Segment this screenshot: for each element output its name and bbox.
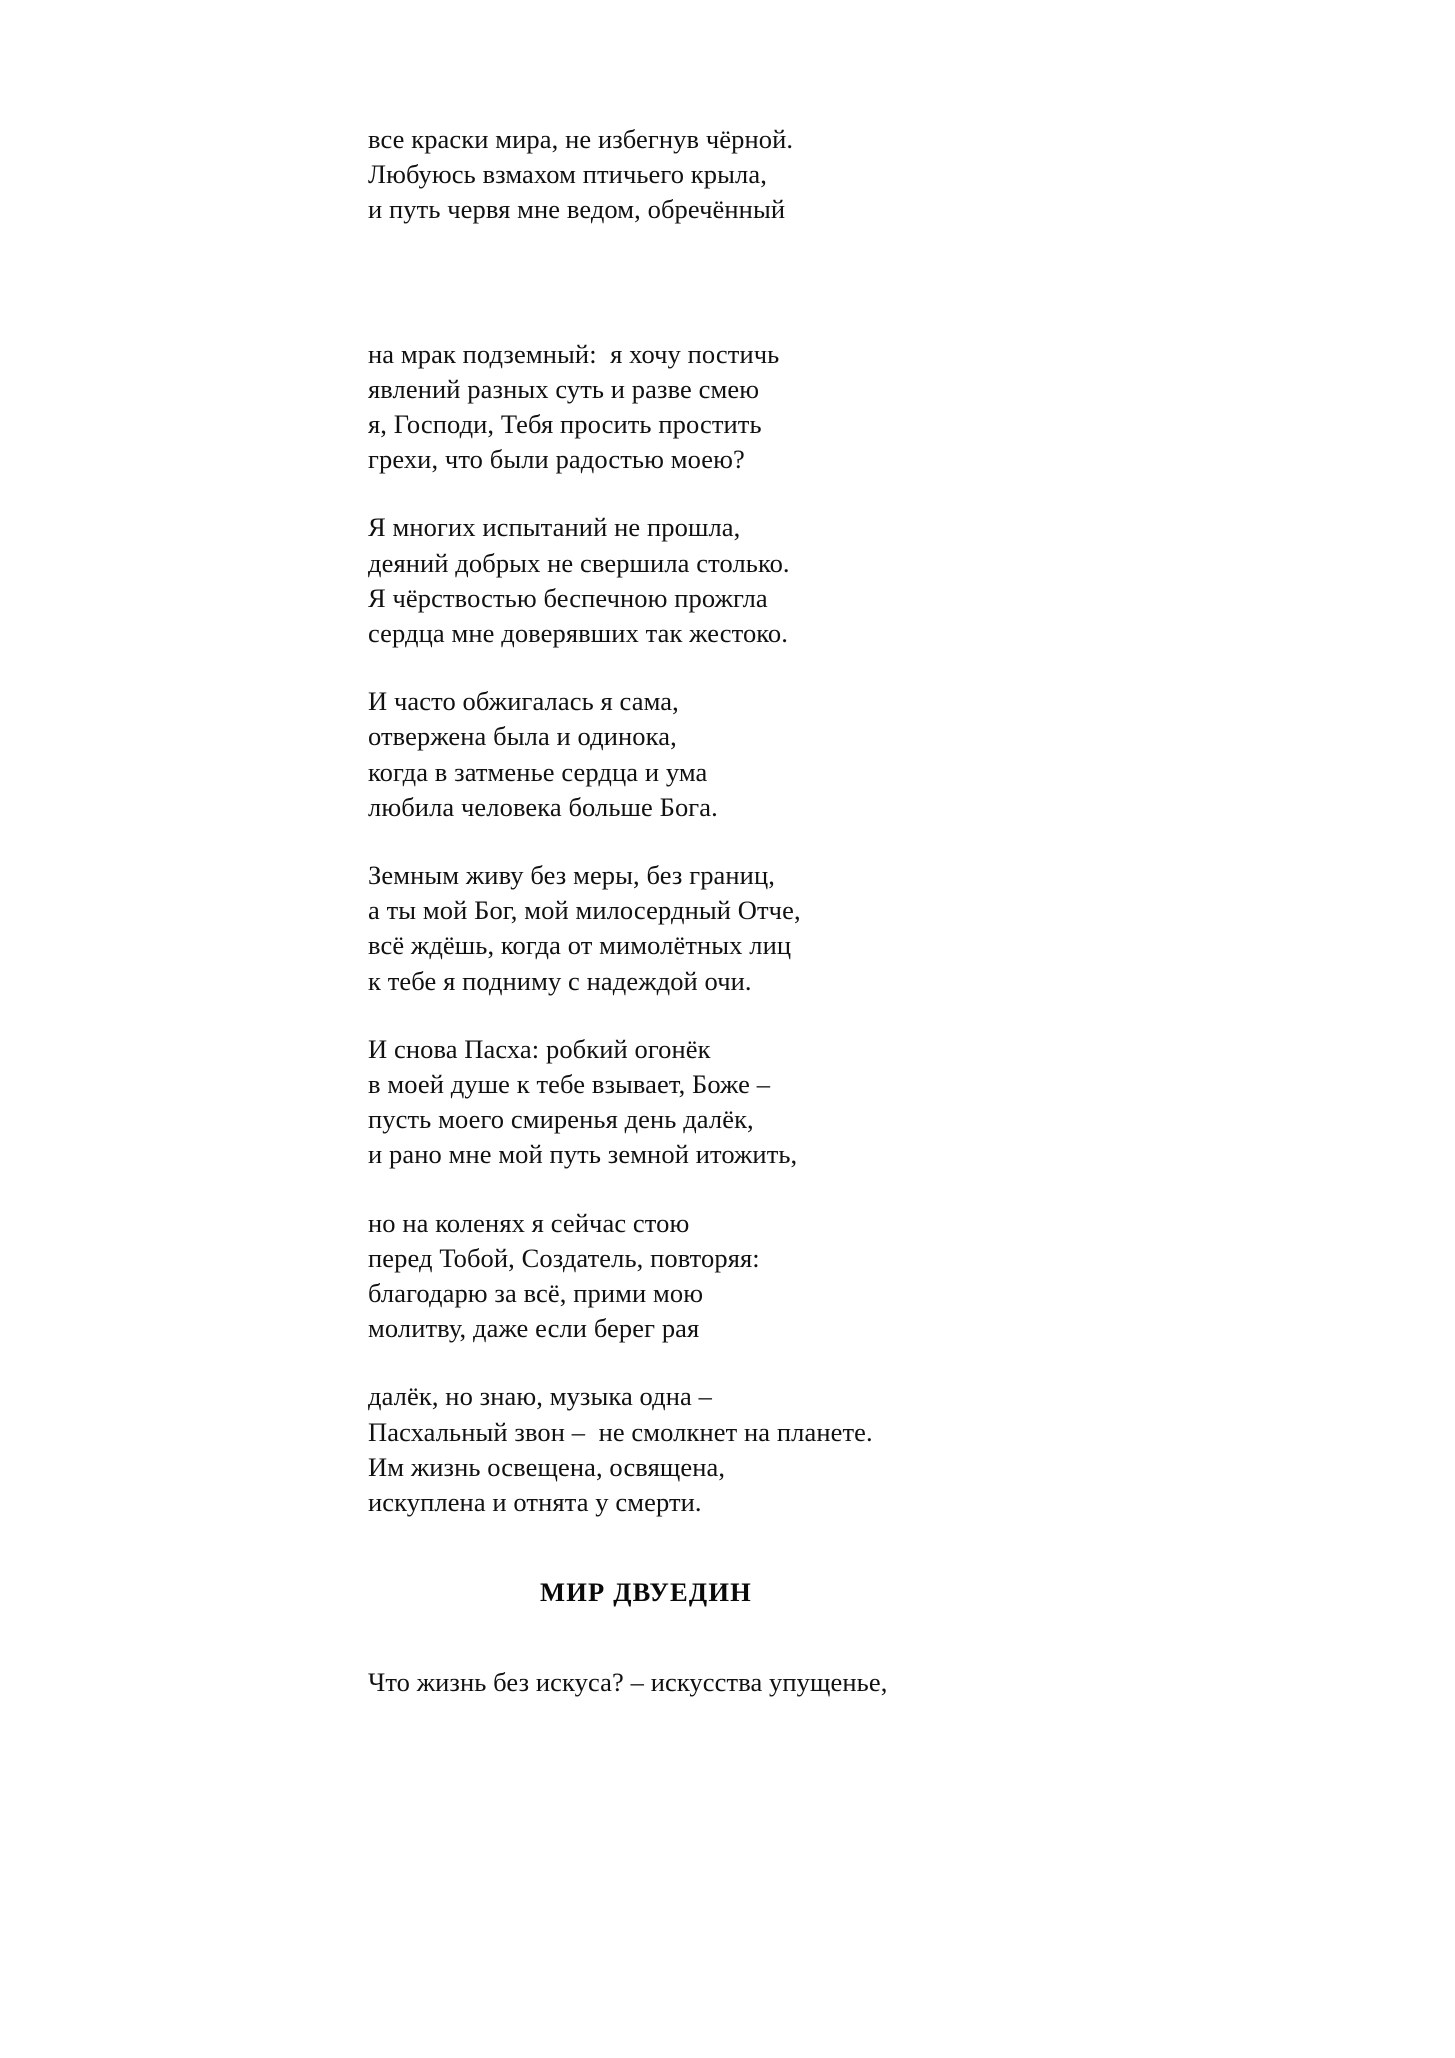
poem-line: всё ждёшь, когда от мимолётных лиц [368,930,792,961]
stanza-next-poem-opening [368,1665,1128,1700]
poem-body [368,122,1128,1700]
poem-line: и путь червя мне ведом, обречённый [368,194,786,225]
poem-line: но на коленях я сейчас стою [368,1207,690,1238]
stanza-5 [368,858,1128,999]
poem-line: любила человека больше Бога. [368,791,718,822]
poem-line: Пасхальный звон – не смолкнет на планете. [368,1416,873,1447]
poem-line: деяний добрых не свершила столько. [368,547,790,578]
stanza-continuation [368,122,1128,228]
stanza-3 [368,510,1128,651]
poem-line: Любуюсь взмахом птичьего крыла, [368,159,767,190]
poem-line: искуплена и отнята у смерти. [368,1487,702,1518]
poem-line: пусть моего смиренья день далёк, [368,1104,754,1135]
poem-line: И часто обжигалась я сама, [368,686,679,717]
poem-line: а ты мой Бог, мой милосердный Отче, [368,895,801,926]
poem-line: когда в затменье сердца и ума [368,756,708,787]
stanza-gap [368,1346,1128,1379]
poem-line: Земным живу без меры, без границ, [368,860,775,891]
stanza-7 [368,1206,1128,1347]
poem-line: на мрак подземный: я хочу постичь [368,338,780,369]
stanza-2 [368,337,1128,478]
stanza-gap [368,825,1128,858]
poem-line: сердца мне доверявших так жестоко. [368,618,788,649]
stanza-gap [368,999,1128,1032]
title-gap-after [368,1611,1128,1665]
poem-line: Им жизнь освещена, освящена, [368,1451,726,1482]
stanza-gap [368,477,1128,510]
stanza-gap [368,1173,1128,1206]
stanza-gap [368,651,1128,684]
poem-line: перед Тобой, Создатель, повторяя: [368,1242,760,1273]
poem-line: отвержена была и одинока, [368,721,677,752]
poem-line: явлений разных суть и разве смею [368,373,760,404]
stanza-4 [368,684,1128,825]
poem-line: Я многих испытаний не прошла, [368,512,741,543]
poem-line: в моей душе к тебе взывает, Боже – [368,1069,771,1100]
stanza-8 [368,1379,1128,1520]
poem-line: все краски мира, не избегнув чёрной. [368,124,794,154]
poem-line: молитву, даже если берег рая [368,1313,700,1344]
poem-line: благодарю за всё, прими мою [368,1278,704,1309]
poem-line: к тебе я подниму с надеждой очи. [368,965,752,996]
poem-line: И снова Пасха: робкий огонёк [368,1033,711,1064]
poem-line: далёк, но знаю, музыка одна – [368,1381,712,1412]
stanza-6 [368,1032,1128,1173]
title-gap-before [368,1520,1128,1575]
block-gap [368,228,1128,337]
poem-line: и рано мне мой путь земной итожить, [368,1139,798,1170]
poem-line: Я чёрствостью беспечною прожгла [368,582,768,613]
poem-title: МИР ДВУЕДИН [540,1577,752,1608]
poem-line: я, Господи, Тебя просить простить [368,409,762,440]
poem-line: грехи, что были радостью моею? [368,444,745,475]
poem-line: Что жизнь без искуса? – искусства упущенье, [368,1666,888,1697]
